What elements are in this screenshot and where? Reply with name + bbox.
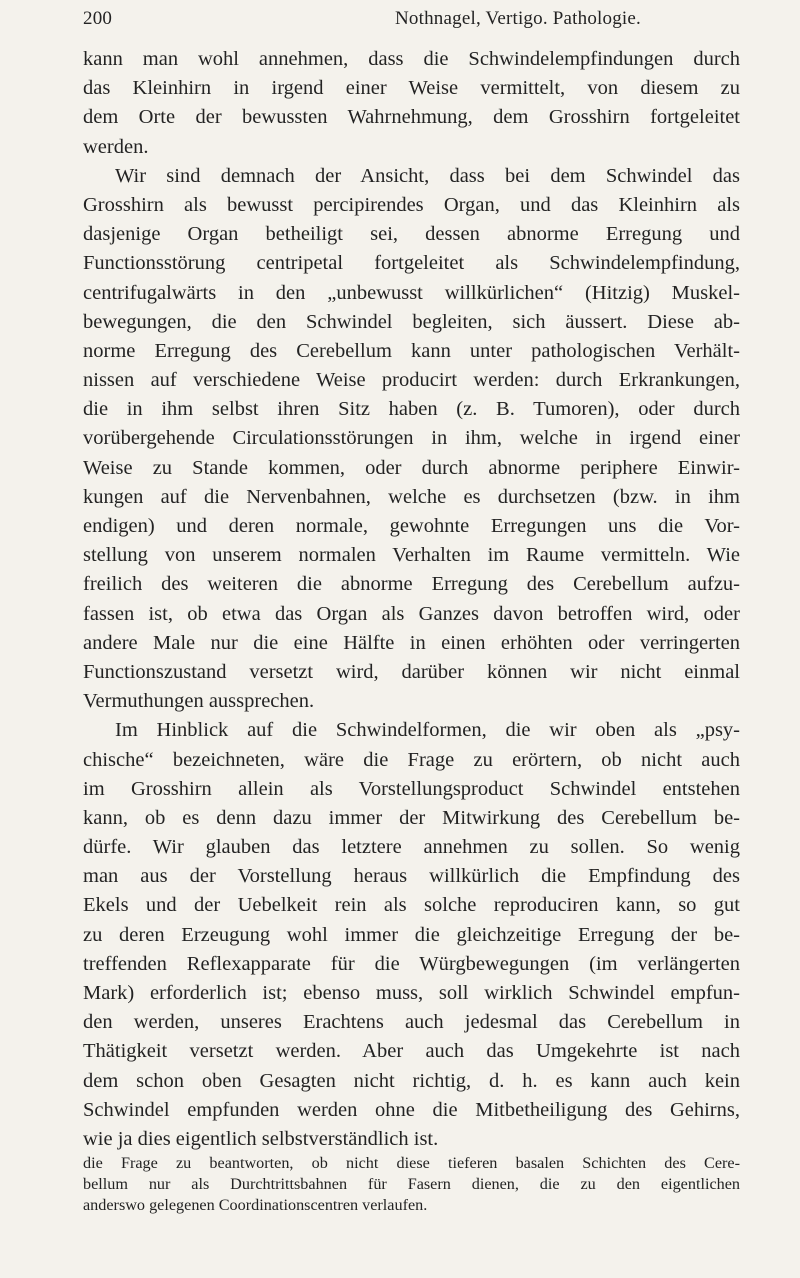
text-line: Schwindel empfunden werden ohne die Mitbetheiligung des Gehirns, — [83, 1098, 740, 1121]
text-line: Vermuthungen aussprechen. — [83, 690, 315, 713]
body-text — [83, 45, 740, 1154]
text-line: Wir sind demnach der Ansicht, dass bei dem Schwindel das — [115, 164, 740, 187]
text-line: Functionsstörung centripetal fortgeleitet als Schwindelempfindung, — [83, 252, 740, 275]
text-line: dasjenige Organ betheiligt sei, dessen abnorme Erregung und — [83, 223, 740, 246]
footnote — [83, 1153, 740, 1216]
text-line: dem Orte der bewussten Wahrnehmung, dem Grosshirn fortgeleitet — [83, 106, 740, 129]
running-head — [83, 8, 740, 34]
text-line: fassen ist, ob etwa das Organ als Ganzes davon betroffen wird, oder — [83, 602, 740, 625]
text-line: chische“ bezeichneten, wäre die Frage zu erörtern, ob nicht auch — [83, 748, 740, 771]
text-line: kungen auf die Nervenbahnen, welche es durchsetzen (bzw. in ihm — [83, 485, 740, 508]
page-number: 200 — [83, 8, 113, 29]
text-line: treffenden Reflexapparate für die Würgbewegungen (im verlängerten — [83, 952, 740, 975]
text-line: freilich des weiteren die abnorme Erregung des Cerebellum aufzu- — [83, 573, 740, 596]
text-line: vorübergehende Circulationsstörungen in ihm, welche in irgend einer — [83, 427, 740, 450]
text-line: Ekels und der Uebelkeit rein als solche reproduciren kann, so gut — [83, 894, 740, 917]
text-line: die in ihm selbst ihren Sitz haben (z. B. Tumoren), oder durch — [83, 398, 740, 421]
text-line: dem schon oben Gesagten nicht richtig, d. h. es kann auch kein — [83, 1069, 740, 1092]
text-line: Weise zu Stande kommen, oder durch abnorme periphere Einwir- — [83, 456, 740, 479]
text-line: dürfe. Wir glauben das letztere annehmen zu sollen. So wenig — [83, 836, 740, 859]
text-line: Mark) erforderlich ist; ebenso muss, soll wirklich Schwindel empfun- — [83, 982, 740, 1004]
text-line: Thätigkeit versetzt werden. Aber auch das Umgekehrte ist nach — [83, 1040, 740, 1063]
text-line: den werden, unseres Erachtens auch jedesmal das Cerebellum in — [83, 1011, 740, 1034]
footnote-line: bellum nur als Durchtrittsbahnen für Fasern dienen, die zu den eigentlichen — [83, 1175, 740, 1193]
text-line: andere Male nur die eine Hälfte in einen erhöhten oder verringerten — [83, 631, 740, 654]
text-line: endigen) und deren normale, gewohnte Erregungen uns die Vor- — [83, 515, 740, 537]
footnote-line: anderswo gelegenen Coordinationscentren verlaufen. — [83, 1196, 428, 1214]
text-line: kann man wohl annehmen, dass die Schwindelempfindungen durch — [83, 48, 740, 70]
text-line: Im Hinblick auf die Schwindelformen, die wir oben als „psy- — [115, 719, 740, 742]
text-line: im Grosshirn allein als Vorstellungsproduct Schwindel entstehen — [83, 777, 740, 800]
text-line: zu deren Erzeugung wohl immer die gleichzeitige Erregung der be- — [83, 923, 740, 946]
text-line: wie ja dies eigentlich selbstverständlich ist. — [83, 1127, 439, 1150]
text-line: Functionszustand versetzt wird, darüber können wir nicht einmal — [83, 660, 740, 683]
text-line: das Kleinhirn in irgend einer Weise vermittelt, von diesem zu — [83, 77, 740, 100]
text-line: man aus der Vorstellung heraus willkürlich die Empfindung des — [83, 865, 740, 888]
text-line: norme Erregung des Cerebellum kann unter pathologischen Verhält- — [83, 339, 740, 362]
running-title: Nothnagel, Vertigo. Pathologie. — [395, 8, 641, 29]
text-line: nissen auf verschiedene Weise producirt werden: durch Erkrankungen, — [83, 369, 740, 392]
text-line: kann, ob es denn dazu immer der Mitwirkung des Cerebellum be- — [83, 806, 740, 829]
text-line: Grosshirn als bewusst percipirendes Organ, und das Kleinhirn als — [83, 193, 740, 216]
text-line: bewegungen, die den Schwindel begleiten, sich äussert. Diese ab- — [83, 310, 740, 333]
text-line: centrifugalwärts in den „unbewusst willkürlichen“ (Hitzig) Muskel- — [83, 281, 740, 304]
footnote-line: die Frage zu beantworten, ob nicht diese tieferen basalen Schichten des Cere- — [83, 1154, 740, 1172]
text-line: werden. — [83, 135, 149, 158]
text-line: stellung von unserem normalen Verhalten im Raume vermitteln. Wie — [83, 544, 740, 567]
